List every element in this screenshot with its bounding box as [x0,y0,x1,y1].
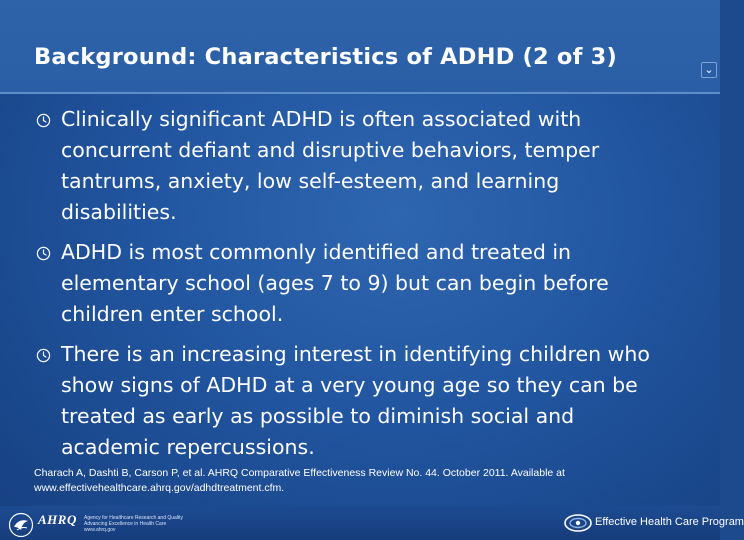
bullet-text: There is an increasing interest in identifying children who show signs of ADHD at a very young age so they can be treated as early as possible to diminish social and academic repercussions. [61,342,650,459]
hhs-eagle-seal-icon [8,512,34,538]
ehc-label: Effective Health Care Program [595,516,744,528]
effective-health-care-logo [562,510,744,536]
bullet-item [34,104,674,228]
clock-bullet-icon [36,348,51,363]
bullet-list [34,104,674,463]
ahrq-tagline: www.ahrq.gov [84,527,116,533]
clock-bullet-icon [36,113,51,128]
ahrq-tagline: Advancing Excellence in Health Care [84,521,167,527]
ehc-swirl-icon [562,510,596,536]
bullet-text: ADHD is most commonly identified and treated in elementary school (ages 7 to 9) but can begin before children enter school. [61,240,609,326]
citation: Charach A, Dashti B, Carson P, et al. AHRQ Comparative Effectiveness Review No. 44. October 2011. Available at www.effectivehealthcare.ahrq.gov/adhdtreatment.cfm. [34,467,565,494]
clock-bullet-icon [36,246,51,261]
ahrq-wordmark: AHRQ [38,512,77,527]
bullet-text: Clinically significant ADHD is often associated with concurrent defiant and disruptive behaviors, temper tantrums, anxiety, low self-esteem, and learning disabilities. [61,107,600,224]
ahrq-logo [38,512,183,537]
bullet-item [34,339,674,463]
nav-down-arrow-icon[interactable]: ⌄ [701,62,717,78]
slide-title: Background: Characteristics of ADHD (2 of 3) [34,44,617,70]
title-divider [0,92,720,94]
bullet-item [34,237,674,330]
ahrq-tagline: Agency for Healthcare Research and Quality [84,515,183,521]
footer-bar [0,506,744,540]
